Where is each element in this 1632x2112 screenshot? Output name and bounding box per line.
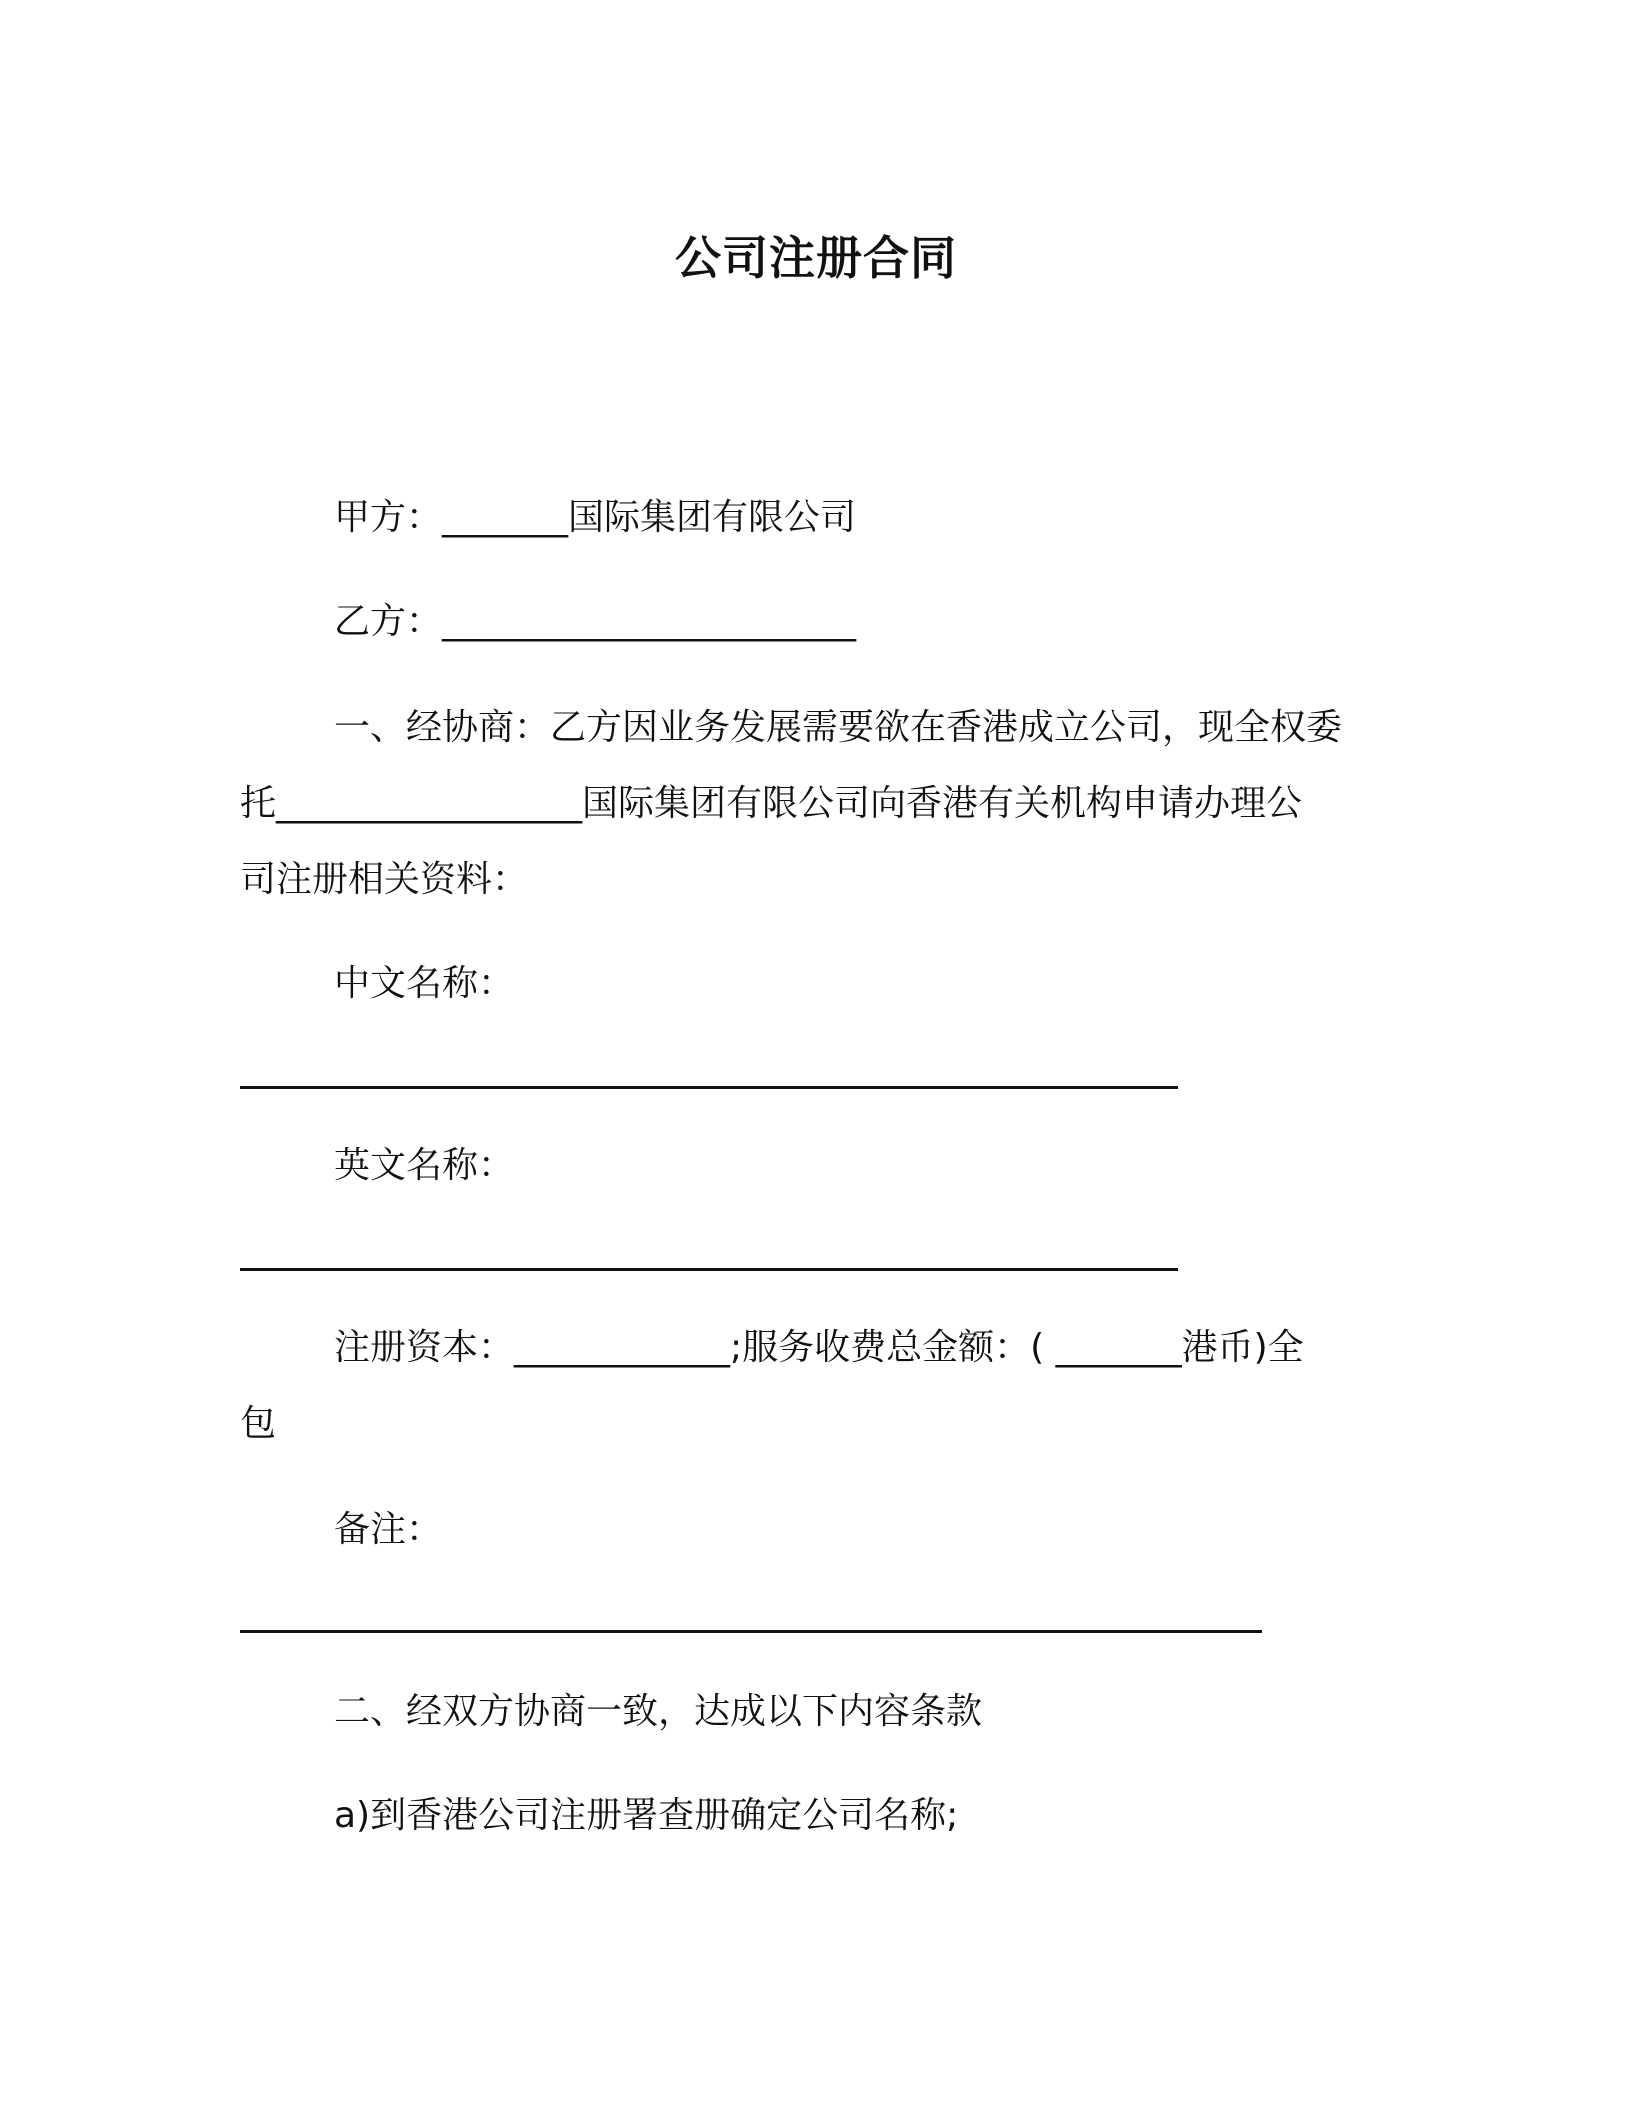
capital-fee-line-1: 注册资本：____________;服务收费总金额：( _______港币)全	[334, 1327, 1304, 1368]
clause-1-line-3: 司注册相关资料：	[240, 859, 529, 900]
party-a-line: 甲方：_______国际集团有限公司	[334, 497, 857, 538]
clause-2-item-a: a)到香港公司注册署查册确定公司名称;	[334, 1795, 959, 1836]
clause-1-line-1: 一、经协商：乙方因业务发展需要欲在香港成立公司，现全权委	[334, 707, 1343, 748]
english-name-blank-line	[240, 1268, 1178, 1271]
page-title: 公司注册合同	[675, 231, 957, 285]
clause-1-line-2: 托_________________国际集团有限公司向香港有关机构申请办理公	[240, 783, 1303, 824]
party-b-line: 乙方：_______________________	[334, 601, 857, 642]
remarks-label: 备注：	[334, 1509, 443, 1550]
capital-fee-line-2: 包	[240, 1403, 277, 1444]
chinese-name-label: 中文名称：	[334, 963, 515, 1004]
remarks-blank-line	[240, 1630, 1262, 1633]
clause-2-heading: 二、经双方协商一致，达成以下内容条款	[334, 1691, 983, 1732]
english-name-label: 英文名称：	[334, 1145, 515, 1186]
chinese-name-blank-line	[240, 1086, 1178, 1089]
